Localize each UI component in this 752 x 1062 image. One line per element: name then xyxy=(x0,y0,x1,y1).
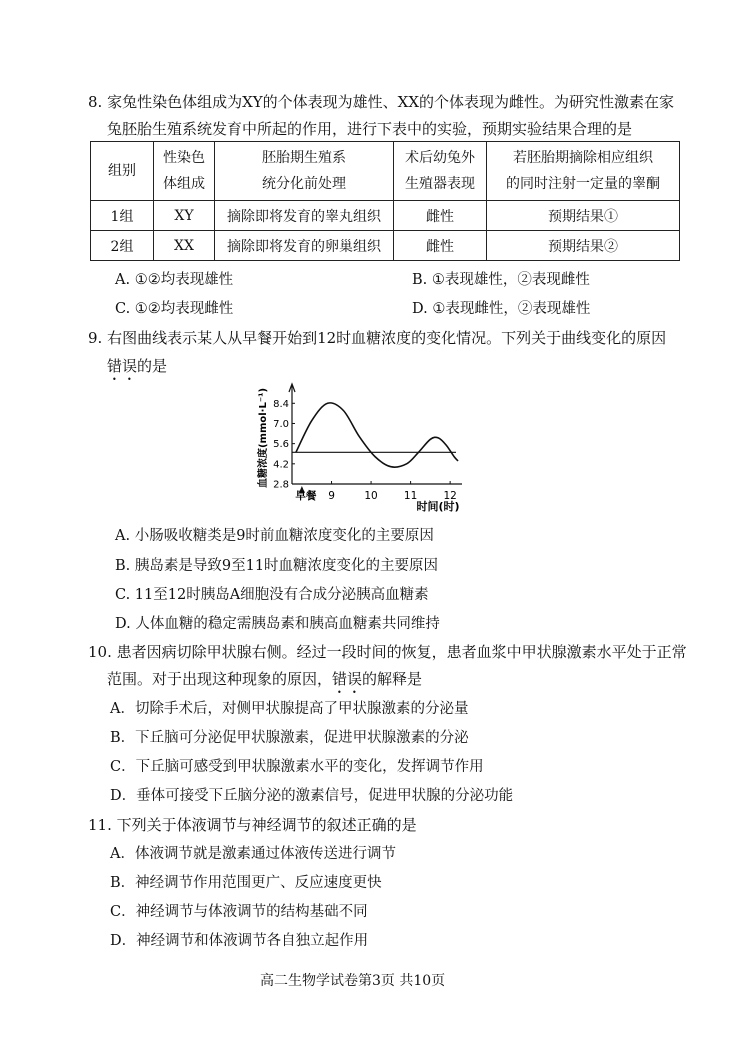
cell: 摘除即将发育的卵巢组织 xyxy=(215,231,394,261)
q10-stem-line1: 10. 患者因病切除甲状腺右侧。经过一段时间的恢复，患者血浆中甲状腺激素水平处于正常 xyxy=(88,643,687,661)
table-header-row xyxy=(91,142,680,201)
x-tick-label: 早餐 xyxy=(295,490,317,502)
header-chromosome: 性染色 体组成 xyxy=(154,142,215,201)
x-tick-label: 11 xyxy=(403,490,418,502)
q11-option-c[interactable]: C．神经调节与体液调节的结构基础不同 xyxy=(110,904,368,920)
y-axis-label: 血糖浓度(mmol·L⁻¹) xyxy=(258,387,269,489)
x-tick-label: 12 xyxy=(443,490,457,502)
table-row xyxy=(91,231,680,261)
header-expected: 若胚胎期摘除相应组织 的同时注射一定量的睾酮 xyxy=(487,142,680,201)
cell: 摘除即将发育的睾丸组织 xyxy=(215,201,394,231)
header-phenotype: 术后幼兔外 生殖器表现 xyxy=(394,142,487,201)
emphasis-wrong: 错误 xyxy=(332,670,363,688)
q9-stem-line1: 9. 右图曲线表示某人从早餐开始到12时血糖浓度的变化情况。下列关于曲线变化的原因 xyxy=(88,329,667,347)
cell: 1组 xyxy=(91,201,154,231)
q11-option-a[interactable]: A．体液调节就是激素通过体液传送进行调节 xyxy=(110,846,396,862)
q9-stem-tail: 的是 xyxy=(137,357,168,375)
page-footer: 高二生物学试卷第3页 共10页 xyxy=(260,973,446,989)
q10-stem-tail: 的解释是 xyxy=(362,670,423,688)
q11-stem-line1: 11. 下列关于体液调节与神经调节的叙述正确的是 xyxy=(88,816,417,834)
q11-option-b[interactable]: B．神经调节作用范围更广、反应速度更快 xyxy=(110,875,382,891)
y-tick-label: 5.6 xyxy=(273,439,289,451)
q11-option-d[interactable]: D．神经调节和体液调节各自独立起作用 xyxy=(110,933,369,949)
q8-option-c[interactable]: C. ①②均表现雌性 xyxy=(115,301,234,317)
q8-stem-line1: 8. 家兔性染色体组成为XY的个体表现为雄性、XX的个体表现为雌性。为研究性激素在家 xyxy=(88,93,675,111)
header-treatment: 胚胎期生殖系 统分化前处理 xyxy=(215,142,394,201)
q9-option-a[interactable]: A. 小肠吸收糖类是9时前血糖浓度变化的主要原因 xyxy=(115,528,434,544)
cell: 预期结果① xyxy=(487,201,680,231)
q9-stem-line2 xyxy=(107,354,167,384)
q8-option-b[interactable]: B. ①表现雄性，②表现雌性 xyxy=(412,272,590,288)
q10-option-b[interactable]: B．下丘脑可分泌促甲状腺激素，促进甲状腺激素的分泌 xyxy=(110,730,469,746)
q10-option-d[interactable]: D．垂体可接受下丘脑分泌的激素信号，促进甲状腺的分泌功能 xyxy=(110,788,514,804)
header-group: 组别 xyxy=(91,142,154,201)
q9-option-b[interactable]: B. 胰岛素是导致9至11时血糖浓度变化的主要原因 xyxy=(115,558,439,574)
cell: 雌性 xyxy=(394,231,487,261)
x-tick-label: 10 xyxy=(364,490,378,502)
q8-option-d[interactable]: D. ①表现雌性，②表现雄性 xyxy=(412,301,591,317)
q8-experiment-table xyxy=(90,141,680,261)
x-tick-label: 9 xyxy=(328,490,335,502)
x-axis-label: 时间(时) xyxy=(416,500,460,513)
q8-stem-line2: 兔胚胎生殖系统发育中所起的作用，进行下表中的实验，预期实验结果合理的是 xyxy=(107,120,633,138)
y-tick-label: 7.0 xyxy=(273,418,289,430)
table-row xyxy=(91,201,680,231)
emphasis-wrong: 错误 xyxy=(107,357,138,375)
cell: 预期结果② xyxy=(487,231,680,261)
q10-stem-head: 范围。对于出现这种现象的原因， xyxy=(107,670,333,688)
y-tick-label: 4.2 xyxy=(273,459,289,471)
cell: XY xyxy=(154,201,215,231)
q10-stem-line2 xyxy=(107,667,422,697)
q10-option-a[interactable]: A．切除手术后，对侧甲状腺提高了甲状腺激素的分泌量 xyxy=(110,701,469,717)
y-tick-label: 2.8 xyxy=(273,479,289,491)
cell: 雌性 xyxy=(394,201,487,231)
q9-option-c[interactable]: C. 11至12时胰岛A细胞没有合成分泌胰高血糖素 xyxy=(115,587,429,603)
q8-option-a[interactable]: A. ①②均表现雄性 xyxy=(115,272,234,288)
glucose-curve xyxy=(296,403,458,467)
y-tick-label: 8.4 xyxy=(273,398,289,410)
q9-option-d[interactable]: D. 人体血糖的稳定需胰岛素和胰高血糖素共同维持 xyxy=(115,616,440,632)
q10-option-c[interactable]: C．下丘脑可感受到甲状腺激素水平的变化，发挥调节作用 xyxy=(110,759,484,775)
cell: 2组 xyxy=(91,231,154,261)
cell: XX xyxy=(154,231,215,261)
blood-glucose-chart xyxy=(250,380,470,515)
